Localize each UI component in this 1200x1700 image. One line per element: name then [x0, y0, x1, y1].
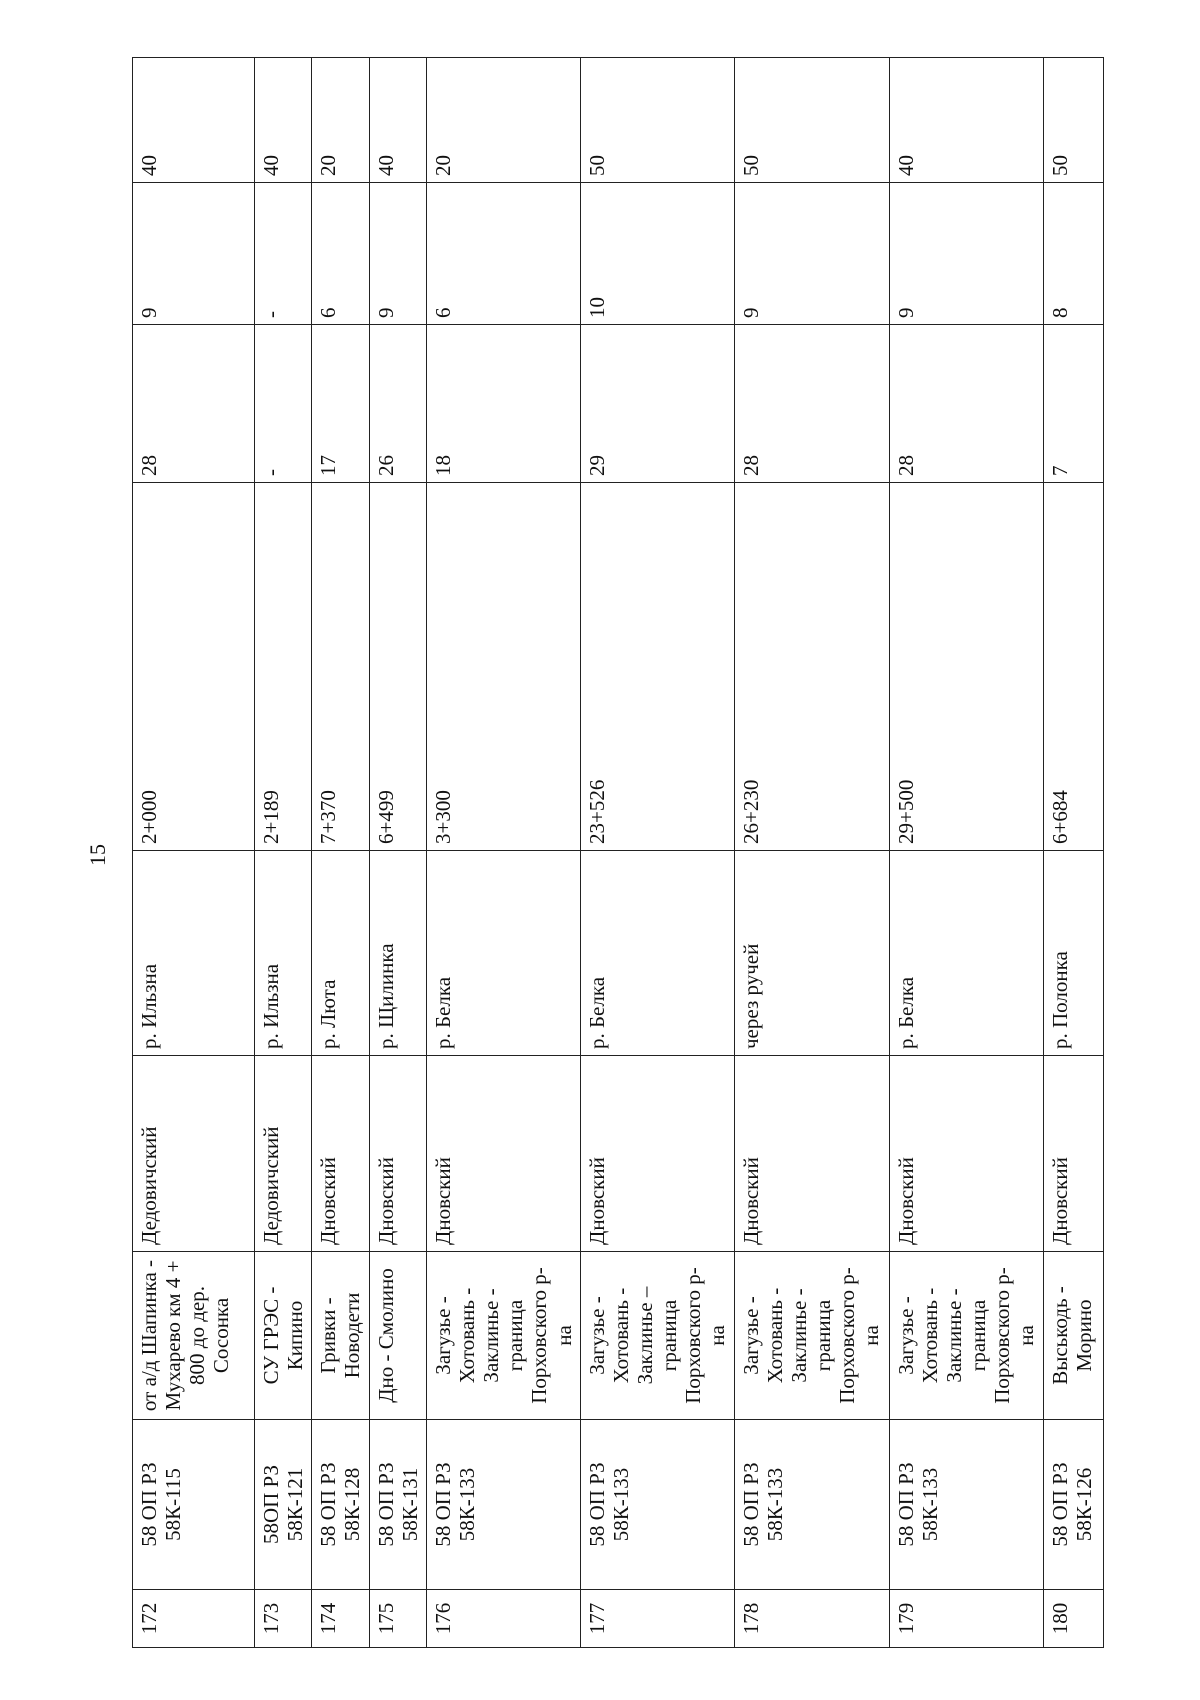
table-row — [255, 58, 312, 1648]
table-row — [734, 58, 889, 1648]
table-row — [580, 58, 734, 1648]
km-location: 23+526 — [580, 483, 734, 851]
road-name: Гривки - Новодети — [312, 1252, 369, 1420]
km-location: 29+500 — [889, 483, 1043, 851]
bridge-length: 7 — [1043, 325, 1103, 483]
bridge-width: 10 — [580, 183, 734, 325]
road-name: Загузье - Хотовань - Заклинье - граница Порховского р-на — [889, 1252, 1043, 1420]
obstacle: р. Ильзна — [133, 851, 255, 1056]
bridge-width: 8 — [1043, 183, 1103, 325]
district: Дновский — [1043, 1056, 1103, 1252]
row-number: 179 — [889, 1590, 1043, 1648]
km-location: 7+370 — [312, 483, 369, 851]
row-number: 173 — [255, 1590, 312, 1648]
table-row — [1043, 58, 1103, 1648]
road-name: Загузье - Хотовань - Заклинье - граница Порховского р-на — [426, 1252, 580, 1420]
bridge-width: 6 — [426, 183, 580, 325]
bridge-length: 17 — [312, 325, 369, 483]
obstacle: р. Белка — [426, 851, 580, 1056]
km-location: 2+000 — [133, 483, 255, 851]
table-row — [889, 58, 1043, 1648]
bridge-length: 28 — [133, 325, 255, 483]
district: Дновский — [312, 1056, 369, 1252]
speed-limit: 50 — [580, 58, 734, 183]
bridge-length: 18 — [426, 325, 580, 483]
road-code: 58 ОП РЗ 58К-128 — [312, 1420, 369, 1590]
road-code: 58 ОП РЗ 58К-126 — [1043, 1420, 1103, 1590]
bridge-length: 28 — [734, 325, 889, 483]
district: Дновский — [426, 1056, 580, 1252]
km-location: 26+230 — [734, 483, 889, 851]
table-row — [369, 58, 426, 1648]
obstacle: р. Полонка — [1043, 851, 1103, 1056]
bridge-length: 26 — [369, 325, 426, 483]
speed-limit: 40 — [369, 58, 426, 183]
row-number: 178 — [734, 1590, 889, 1648]
bridge-width: 9 — [889, 183, 1043, 325]
road-name: Загузье - Хотовань - Заклинье – граница Порховского р-на — [580, 1252, 734, 1420]
obstacle: р. Ильзна — [255, 851, 312, 1056]
bridge-length: - — [255, 325, 312, 483]
speed-limit: 20 — [426, 58, 580, 183]
row-number: 174 — [312, 1590, 369, 1648]
km-location: 6+499 — [369, 483, 426, 851]
road-name: СУ ГРЭС - Кипино — [255, 1252, 312, 1420]
district: Дедовичский — [255, 1056, 312, 1252]
bridge-length: 28 — [889, 325, 1043, 483]
km-location: 2+189 — [255, 483, 312, 851]
road-code: 58 ОП РЗ 58К-133 — [580, 1420, 734, 1590]
speed-limit: 40 — [255, 58, 312, 183]
district: Дновский — [734, 1056, 889, 1252]
road-code: 58 ОП РЗ 58К-133 — [734, 1420, 889, 1590]
road-code: 58 ОП РЗ 58К-133 — [889, 1420, 1043, 1590]
bridge-length: 29 — [580, 325, 734, 483]
bridge-width: 9 — [734, 183, 889, 325]
bridge-width: 9 — [133, 183, 255, 325]
district: Дновский — [369, 1056, 426, 1252]
row-number: 180 — [1043, 1590, 1103, 1648]
row-number: 172 — [133, 1590, 255, 1648]
obstacle: р. Белка — [889, 851, 1043, 1056]
road-name: Дно - Смолино — [369, 1252, 426, 1420]
district: Дновский — [580, 1056, 734, 1252]
road-code: 58 ОП РЗ 58К-115 — [133, 1420, 255, 1590]
obstacle: через ручей — [734, 851, 889, 1056]
obstacle: р. Белка — [580, 851, 734, 1056]
km-location: 3+300 — [426, 483, 580, 851]
bridges-table — [132, 57, 1104, 1648]
road-code: 58ОП РЗ 58К-121 — [255, 1420, 312, 1590]
road-code: 58 ОП РЗ 58К-133 — [426, 1420, 580, 1590]
speed-limit: 20 — [312, 58, 369, 183]
rotated-table-container — [132, 58, 1096, 1648]
speed-limit: 50 — [734, 58, 889, 183]
bridge-width: - — [255, 183, 312, 325]
row-number: 177 — [580, 1590, 734, 1648]
road-name: Загузье - Хотовань - Заклинье - граница Порховского р-на — [734, 1252, 889, 1420]
km-location: 6+684 — [1043, 483, 1103, 851]
road-code: 58 ОП РЗ 58К-131 — [369, 1420, 426, 1590]
speed-limit: 40 — [133, 58, 255, 183]
obstacle: р. Люта — [312, 851, 369, 1056]
table-row — [312, 58, 369, 1648]
district: Дновский — [889, 1056, 1043, 1252]
table-row — [426, 58, 580, 1648]
district: Дедовичский — [133, 1056, 255, 1252]
road-name: Выськодь - Морино — [1043, 1252, 1103, 1420]
page-number: 15 — [85, 844, 110, 866]
speed-limit: 50 — [1043, 58, 1103, 183]
table-row — [133, 58, 255, 1648]
row-number: 175 — [369, 1590, 426, 1648]
row-number: 176 — [426, 1590, 580, 1648]
speed-limit: 40 — [889, 58, 1043, 183]
obstacle: р. Щилинка — [369, 851, 426, 1056]
bridge-width: 9 — [369, 183, 426, 325]
bridge-width: 6 — [312, 183, 369, 325]
road-name: от а/д Шапинка - Мухарево км 4 + 800 до дер. Сосонка — [133, 1252, 255, 1420]
